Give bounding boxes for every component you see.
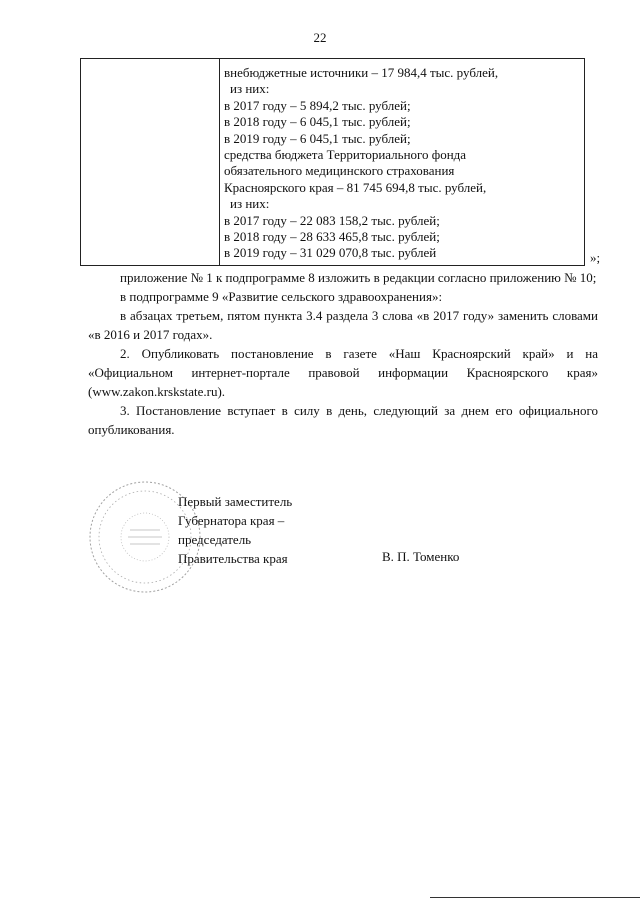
- page-number: 22: [313, 30, 327, 45]
- table-line: в 2018 году – 28 633 465,8 тыс. рублей;: [224, 229, 440, 245]
- paragraph: 3. Постановление вступает в силу в день, следующий за днем его официального опубликования.: [88, 403, 598, 437]
- paragraph: в абзацах третьем, пятом пункта 3.4 раздела 3 слова «в 2017 году» заменить словами «в 2016 и 2017 годах».: [88, 308, 598, 342]
- closing-quote: »;: [590, 250, 601, 265]
- table-line: в 2017 году – 22 083 158,2 тыс. рублей;: [224, 212, 440, 228]
- signatory-name: В. П. Томенко: [382, 549, 460, 564]
- table-line: Красноярского края – 81 745 694,8 тыс. рублей,: [224, 179, 487, 195]
- body-text: [88, 268, 598, 439]
- signatory-title-line: Правительства края: [178, 551, 288, 566]
- table-cell-funding: [224, 65, 580, 262]
- table-line: в 2018 году – 6 045,1 тыс. рублей;: [224, 114, 411, 130]
- table-line: обязательного медицинского страхования: [224, 163, 455, 179]
- signatory-title-line: председатель: [178, 532, 252, 547]
- table-line: в 2017 году – 5 894,2 тыс. рублей;: [224, 97, 411, 113]
- table-line: из них:: [230, 196, 270, 212]
- paragraph: приложение № 1 к подпрограмме 8 изложить в редакции согласно приложению № 10;: [120, 270, 597, 285]
- table-line: средства бюджета Территориального фонда: [224, 147, 467, 163]
- bottom-rule: [430, 897, 640, 898]
- table-line: внебюджетные источники – 17 984,4 тыс. рублей,: [224, 65, 499, 80]
- table-line: из них:: [230, 81, 270, 97]
- paragraph: 2. Опубликовать постановление в газете «Наш Красноярский край» и на «Официальном интернет-портале правовой информации Красноярского края» (www.zakon.krskstate.ru).: [88, 346, 598, 399]
- signatory-title-line: Первый заместитель: [178, 494, 293, 509]
- signature-block: [178, 492, 292, 568]
- budget-table: [80, 58, 585, 266]
- table-line: в 2019 году – 31 029 070,8 тыс. рублей: [224, 245, 437, 261]
- table-line: в 2019 году – 6 045,1 тыс. рублей;: [224, 130, 411, 146]
- signatory-title-line: Губернатора края –: [178, 513, 285, 528]
- table-column-divider: [219, 59, 220, 265]
- paragraph: в подпрограмме 9 «Развитие сельского здравоохранения»:: [120, 289, 443, 304]
